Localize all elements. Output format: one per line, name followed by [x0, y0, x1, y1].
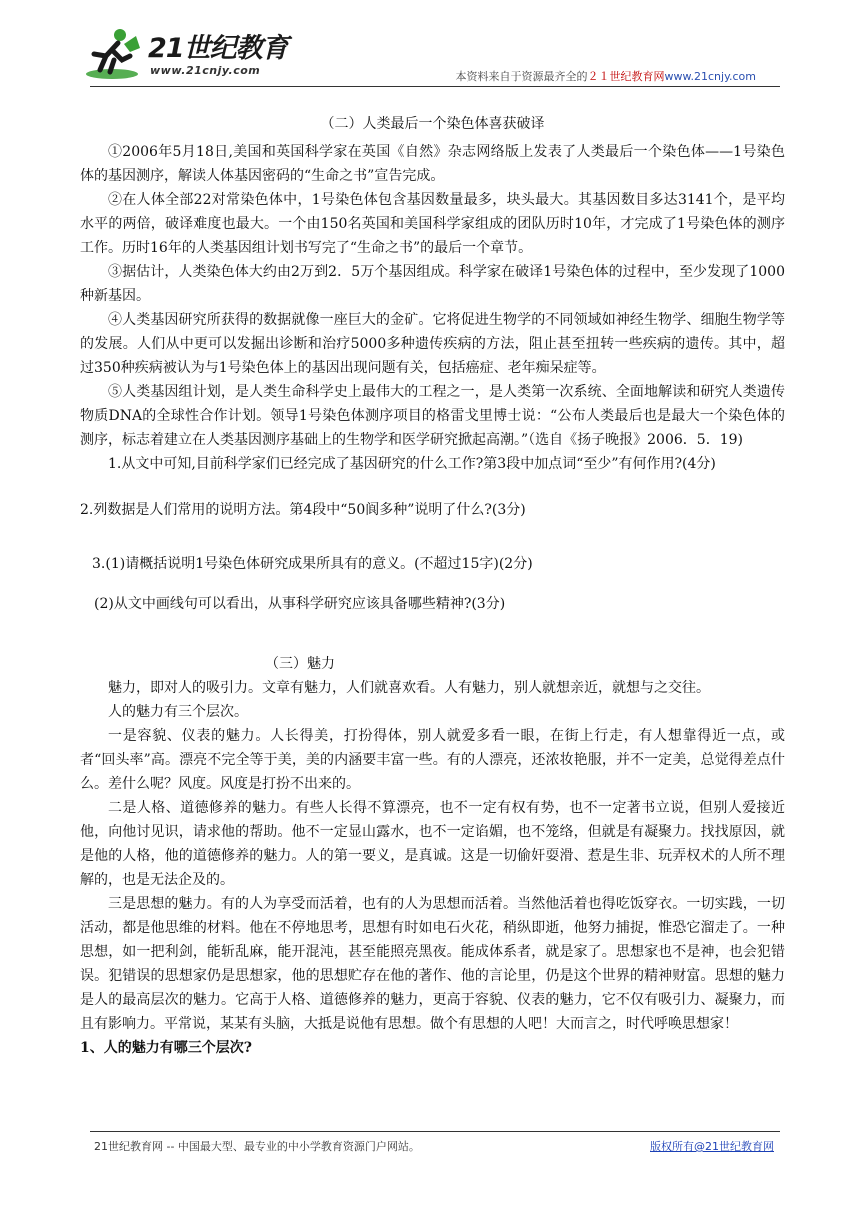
section2-paragraph-2: ②在人体全部22对常染色体中，1号染色体包含基因数量最多，块头最大。其基因数目多达3141个，是平均水平的两倍，破译难度也最大。一个由150名英国和美国科学家组成的团队历时10年，才完成了1号染色体的测序工作。历时16年的人类基因组计划书写完了“生命之书”的最后一个章节。 — [80, 192, 785, 256]
section3-paragraph-5: 三是思想的魅力。有的人为享受而活着，也有的人为思想而活着。当然他活着也得吃饭穿衣。一切实践，一切活动，都是他思维的材料。他在不停地思考，思想有时如电石火花，稍纵即逝，他努力捕捉，惟恐它溜走了。一种思想，如一把利剑，能斩乱麻，能开混沌，甚至能照亮黑夜。能成体系者，就是家了。思想家也不是神，也会犯错误。犯错误的思想家仍是思想家，他的思想贮存在他的著作、他的言论里，仍是这个世界的精神财富。思想的魅力是人的最高层次的魅力。它高于人格、道德修养的魅力，更高于容貌、仪表的魅力，它不仅有吸引力、凝聚力，而且有影响力。平常说，某某有头脑，大抵是说他有思想。做个有思想的人吧！大而言之，时代呼唤思想家！ — [80, 896, 785, 1032]
section3-paragraph-2: 人的魅力有三个层次。 — [108, 704, 248, 720]
tagline-site-link[interactable]: ２１世纪教育网 — [587, 70, 665, 83]
section3-paragraph-1: 魅力，即对人的吸引力。文章有魅力，人们就喜欢看。人有魅力，别人就想亲近，就想与之交往。 — [108, 680, 710, 696]
section2-question-3-part-2: (2)从文中画线句可以看出，从事科学研究应该具备哪些精神?(3分) — [94, 596, 506, 612]
section2-paragraph-3: ③据估计，人类染色体大约由2万到2．5万个基因组成。科学家在破译1号染色体的过程中，至少发现了1000种新基因。 — [80, 264, 785, 304]
page-header — [76, 18, 786, 88]
section2-paragraph-4: ④人类基因研究所获得的数据就像一座巨大的金矿。它将促进生物学的不同领域如神经生物学、细胞生物学等的发展。人们从中更可以发掘出诊断和治疗5000多种遗传疾病的方法，阻止甚至扭转一些疾病的遗传。其中，超过350种疾病被认为与1号染色体上的基因出现问题有关，包括癌症、老年痴呆症等。 — [80, 312, 785, 376]
section2-question-2: 2.列数据是人们常用的说明方法。第4段中“50阆多种”说明了什么?(3分) — [80, 502, 526, 518]
section2-title: （二）人类最后一个染色体喜获破译 — [320, 116, 545, 132]
section2-question-3: 3.(1)请概括说明1号染色体研究成果所具有的意义。(不超过15字)(2分) — [92, 556, 533, 572]
header-tagline — [456, 68, 756, 84]
tagline-url-link[interactable]: www.21cnjy.com — [664, 70, 756, 83]
header-divider — [90, 86, 780, 87]
logo-brand-text: 21世纪教育 — [148, 33, 288, 64]
section2-question-1: 1.从文中可知,目前科学家们已经完成了基因研究的什么工作?第3段中加点词“至少”有何作用?(4分) — [108, 456, 716, 472]
footer-copyright-link[interactable]: 版权所有@21世纪教育网 — [650, 1140, 774, 1153]
footer-divider — [90, 1131, 780, 1132]
document-body — [80, 112, 785, 1060]
tagline-prefix: 本资料来自于资源最齐全的 — [455, 70, 588, 83]
footer-left-text: 21世纪教育网 -- 中国最大型、最专业的中小学教育资源门户网站。 — [94, 1140, 420, 1153]
page-footer — [94, 1138, 774, 1154]
section3-paragraph-4: 二是人格、道德修养的魅力。有些人长得不算漂亮，也不一定有权有势，也不一定著书立说，但别人爱接近他，向他讨见识，请求他的帮助。他不一定显山露水，也不一定谄媚，也不笼络，但就是有凝聚力。找找原因，就是他的人格，他的道德修养的魅力。人的第一要义，是真诚。这是一切偷奸耍滑、惹是生非、玩弄权术的人所不理解的，也是无法企及的。 — [80, 800, 785, 888]
section2-paragraph-5: ⑤人类基因组计划，是人类生命科学史上最伟大的工程之一，是人类第一次系统、全面地解读和研究人类遗传物质DNA的全球性合作计划。领导1号染色体测序项目的格雷戈里博士说：“公布人类最后也是最大一个染色体的测序，标志着建立在人类基因测序基础上的生物学和医学研究掀起高潮。”（选自《扬子晚报》2006．5．19) — [80, 384, 785, 448]
section2-paragraph-1: ①2006年5月18日,美国和英国科学家在英国《自然》杂志网络版上发表了人类最后一个染色体——1号染色体的基因测序，解读人体基因密码的“生命之书”宣告完成。 — [80, 144, 785, 184]
site-logo[interactable] — [76, 18, 306, 84]
runner-logo-icon — [84, 26, 142, 82]
section3-title: （三）魅力 — [265, 656, 335, 672]
section3-paragraph-3: 一是容貌、仪表的魅力。人长得美，打扮得体，别人就爱多看一眼，在街上行走，有人想靠得近一点，或者“回头率”高。漂亮不完全等于美，美的内涵要丰富一些。有的人漂亮，还浓妆艳服，并不一定美，总觉得差点什么。差什么呢？风度。风度是打扮不出来的。 — [80, 728, 785, 792]
logo-url-text: www.21cnjy.com — [150, 64, 261, 77]
section3-question-1: 1、人的魅力有哪三个层次? — [80, 1040, 252, 1056]
